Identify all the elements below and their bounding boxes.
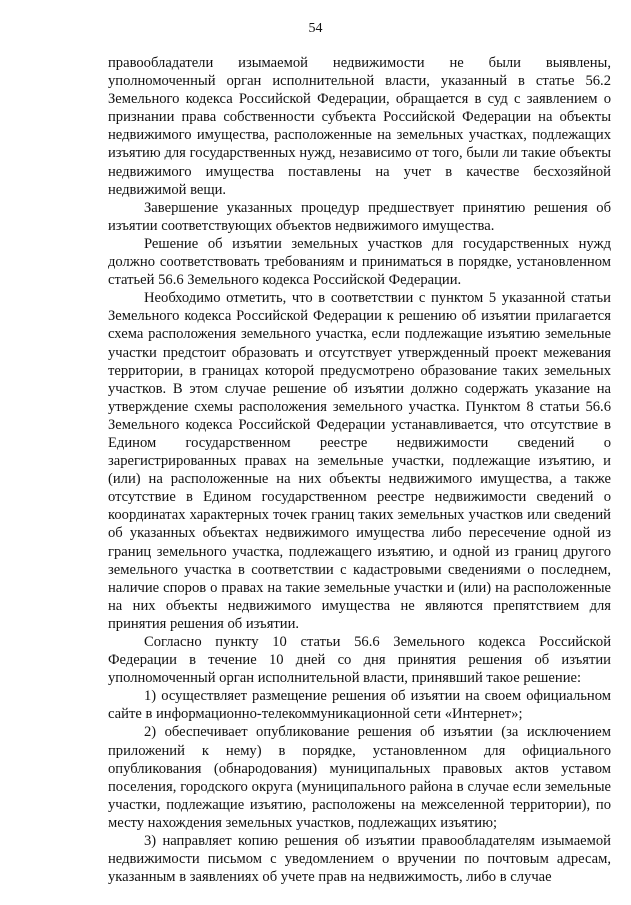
list-item: 2) обеспечивает опубликование решения об изъятии (за исключением приложений к нему) в порядке, установленном для официального опубликования (обнародования) муниципальных правовых актов уставом поселения, городского округа (муниципального района в случае если земельные участки, подлежащие изъятию, расположены на межселенной территории), по месту нахождения земельных участков, подлежащих изъятию; (108, 724, 611, 831)
paragraph: Завершение указанных процедур предшествует принятию решения об изъятии соответствующих объектов недвижимого имущества. (108, 199, 611, 234)
paragraph-continuation: правообладатели изымаемой недвижимости не были выявлены, уполномоченный орган исполнительной власти, указанный в статье 56.2 Земельного кодекса Российской Федерации, обращается в суд с заявлением о признании права собственности субъекта Российской Федерации на объекты недвижимого имущества, расположенные на земельных участках, подлежащих изъятию для государственных нужд, независимо от того, были ли такие объекты недвижимого имущества поставлены на учет в качестве бесхозяйной недвижимой вещи. (108, 55, 611, 198)
document-body (108, 54, 611, 886)
paragraph: Решение об изъятии земельных участков для государственных нужд должно соответствовать требованиям и приниматься в порядке, установленном статьей 56.6 Земельного кодекса Российской Федерации. (108, 235, 611, 289)
page-number: 54 (308, 21, 323, 36)
paragraph: Необходимо отметить, что в соответствии с пунктом 5 указанной статьи Земельного кодекса Российской Федерации к решению об изъятии прилагается схема расположения земельного участка, если подлежащие изъятию земельные участки предстоит образовать и отсутствует утвержденный проект межевания территории, в границах которой предусмотрено образование таких земельных участков. В этом случае решение об изъятии должно содержать указание на утверждение схемы расположения земельного участка. Пунктом 8 статьи 56.6 Земельного кодекса Российской Федерации устанавливается, что отсутствие в Едином государственном реестре недвижимости сведений о зарегистрированных правах на земельные участки, подлежащие изъятию, и (или) на расположенные на них объекты недвижимого имущества, а также отсутствие в Едином государственном реестре недвижимости сведений о координатах характерных точек границ таких земельных участков или сведений об указанных объектах недвижимого имущества либо пересечение одной из границ земельного участка, подлежащего изъятию, и одной из границ другого земельного участка в соответствии с кадастровыми сведениями о последнем, наличие споров о правах на такие земельные участки и (или) на расположенные на них объекты недвижимого имущества не являются препятствием для принятия решения об изъятии. (108, 290, 611, 632)
list-item: 1) осуществляет размещение решения об изъятии на своем официальном сайте в информационно-телекоммуникационной сети «Интернет»; (108, 688, 611, 723)
list-item: 3) направляет копию решения об изъятии правообладателям изымаемой недвижимости письмом с уведомлением о вручении по почтовым адресам, указанным в заявлениях об учете прав на недвижимость, либо в случае (108, 833, 611, 886)
paragraph: Согласно пункту 10 статьи 56.6 Земельного кодекса Российской Федерации в течение 10 дней со дня принятия решения об изъятии уполномоченный орган исполнительной власти, принявший такое решение: (108, 634, 611, 687)
